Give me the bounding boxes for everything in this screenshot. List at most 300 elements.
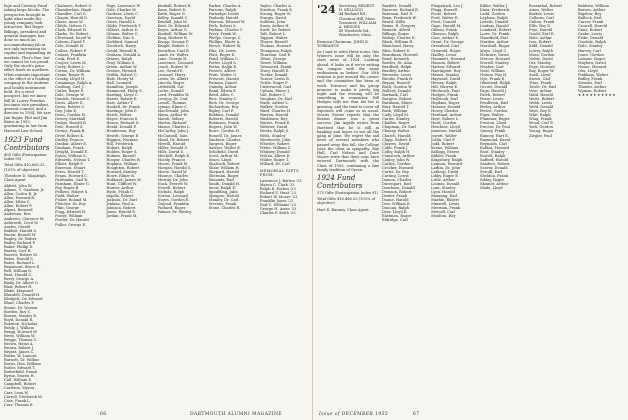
contributor-name: Dana, Robert bbox=[578, 28, 603, 33]
contributor-name: Drew, Robert K. bbox=[55, 133, 85, 138]
contributor-name: Harlow, Edward bbox=[431, 64, 461, 69]
contributor-name: Allen, Robert P. bbox=[4, 204, 33, 209]
contributor-name: Taft, Robert L. bbox=[259, 32, 287, 37]
contributor-name: Burns, Hon. William bbox=[4, 362, 41, 367]
contributor-name: Hubbard, James M. bbox=[106, 178, 142, 183]
contributor-name: Perry, Frank W. bbox=[208, 32, 237, 37]
contributor-name: Blanchard, Harry bbox=[382, 44, 414, 49]
contributor-name: Neal, William bbox=[480, 68, 505, 73]
contributor-name: Raymond, David bbox=[480, 137, 510, 142]
contributor-name: Bailey, Richard P. bbox=[4, 240, 36, 245]
contributor-name: Ridley, Frank bbox=[578, 76, 603, 81]
contributor-name: Crosby, Lloyd H. bbox=[55, 76, 86, 81]
contributor-name: Pease, Lewis bbox=[480, 97, 504, 102]
contributor-name: Corey, Robert L. bbox=[55, 64, 85, 69]
contributor-name: Burbank, Carl bbox=[382, 93, 408, 98]
contributor-name: Houghton, Robert bbox=[106, 165, 140, 170]
contributor-name: Hawes, Stanley bbox=[431, 72, 460, 77]
contributor-name: Mayo, Lloyd C. bbox=[480, 48, 508, 53]
contributor-name: Lunt, Stanley bbox=[431, 186, 456, 191]
contributor-name: Graves, Ralph bbox=[106, 56, 133, 61]
contributor-name: Sullivan, John bbox=[259, 20, 286, 25]
contributor-name: Higgins, Norman bbox=[106, 137, 138, 142]
contributor-name: Harding, Lloyd C. bbox=[106, 93, 139, 98]
contributor-name: Adams, C. Gardner, Jr. bbox=[4, 188, 45, 193]
contributor-name: Willard, Dr. Carl bbox=[259, 161, 290, 166]
contributor-name: Pike, Dr. Lewis bbox=[208, 48, 236, 53]
contributor-name: Boyd, Donald R. bbox=[4, 317, 34, 322]
contributor-name: Hamilton, Joseph bbox=[106, 84, 138, 89]
contributor-name: Kent, Dr. Edward bbox=[157, 24, 189, 29]
contributor-name: Gardner, Lewis C. bbox=[106, 12, 139, 17]
contributor-name: Dexter, Frank bbox=[382, 194, 408, 199]
contributor-name: Greenleaf, Carl bbox=[431, 44, 459, 49]
reunion-chairman: Reunion Chairman, JOHN K. TORRANCE bbox=[317, 39, 370, 48]
contributor-name: Gray, William S. bbox=[106, 60, 136, 65]
contributor-name: Waters, Frank E. bbox=[259, 121, 291, 126]
fund-1923-totals: Total Gifts $10,680.32 (101% of objective) bbox=[4, 163, 45, 172]
contributor-name: Mead, Dr. Robert bbox=[157, 137, 189, 142]
contributor-name: Pearson, Edward W. bbox=[208, 20, 246, 25]
contributor-name: Davenport, Earl bbox=[382, 182, 412, 187]
contributor-name: Greene, Howard bbox=[106, 68, 137, 73]
right-col-4 bbox=[480, 4, 526, 406]
contributor-name: Billings, Roger bbox=[382, 32, 410, 37]
contributor-name: Dale, George W. bbox=[55, 93, 85, 98]
contributor-name: Tuttle, Roger P. bbox=[259, 80, 289, 85]
contributor-name: Estes, Harold T. bbox=[55, 169, 85, 174]
contributor-name: Safford, Harold bbox=[480, 157, 509, 162]
contributor-name: Gibson, Frank bbox=[431, 28, 457, 33]
contributor-name: Eaton, William S. bbox=[55, 153, 87, 158]
contributor-name: Drake, Lewis bbox=[578, 32, 602, 37]
contributor-name: Hopkins, William bbox=[106, 161, 138, 166]
contributor-name: Hitchcock, Paul bbox=[431, 88, 460, 93]
contributor-name: Fiske, Donald bbox=[578, 36, 604, 41]
contributor-name: Rowell, Ralph bbox=[480, 153, 506, 158]
contributor-name: Upham, Elmer J. bbox=[259, 88, 290, 93]
contributor-name: Burr, Harold T. bbox=[382, 105, 410, 110]
contributor-name: Goodrich, Harry bbox=[106, 44, 137, 49]
contributor-name: Webster, David bbox=[259, 125, 288, 130]
contributor-name: Beaumont, Bruce E. bbox=[4, 265, 41, 270]
contributor-name: Stowe, Carl bbox=[529, 76, 551, 81]
contributor-name: Sprague, Harold bbox=[208, 194, 239, 199]
contributor-name: Harris, Robert E. bbox=[106, 97, 138, 102]
contributor-name: Holmes, Russell bbox=[106, 153, 136, 158]
contributor-name: Hunter, Arthur bbox=[106, 186, 134, 191]
contributor-name: Olmstead, Ralph bbox=[480, 80, 511, 85]
contributor-name: Brown, Heins A. bbox=[4, 341, 34, 346]
contributor-name: Nason, Howard bbox=[578, 64, 607, 69]
contributor-name: Quimby, Arthur bbox=[208, 84, 237, 89]
contributor-name: Collins, Robert P. bbox=[55, 48, 87, 53]
secretary: Secretary, ERNEST H. KELLOGG bbox=[338, 4, 375, 13]
contributor-name: Ames, Walter bbox=[529, 8, 554, 13]
contributor-name: Farnham, Elmer G. bbox=[55, 182, 90, 187]
contributor-name: Lowe, Dr. Frank bbox=[480, 32, 510, 37]
contributor-name: Call, William E. bbox=[4, 378, 33, 383]
contributor-name: Phelps, George C. bbox=[208, 36, 242, 41]
contributor-name: Knight, Robert C. bbox=[157, 44, 190, 49]
contributor-name: Snow, Ralph E. bbox=[208, 186, 237, 191]
contributor-name: Moss, Gordon bbox=[529, 52, 555, 57]
contributor-name: Hart, Arthur T. bbox=[106, 101, 134, 106]
contributor-name: York, Gordon bbox=[529, 125, 553, 130]
contributor-name: Keyes, Arthur G. bbox=[157, 28, 188, 33]
contributor-name: Andersen, Eric bbox=[4, 212, 32, 217]
contributor-name: Littlefield, Cal bbox=[157, 84, 184, 89]
contributor-name: Mitchell, Ralph E. bbox=[157, 153, 191, 158]
contributor-name: Bateman, Earl D. bbox=[382, 12, 414, 17]
contributor-name: Butterfield, Frank bbox=[4, 370, 37, 375]
contributor-name: McConnell, Sam bbox=[157, 133, 188, 138]
contributor-name: Cutting, Lewis bbox=[382, 173, 409, 178]
contributor-name: Putnam, Daniel bbox=[208, 80, 237, 85]
contributor-name: Boardman, Howard bbox=[382, 52, 418, 57]
contributor-name: Bates, Harold S. bbox=[4, 256, 34, 261]
contributor-name: Blaisdell, Donald H. bbox=[4, 293, 41, 298]
contributor-name: Hooper, Charles B. bbox=[106, 157, 141, 162]
contributor-name: Howard, Stanley bbox=[106, 169, 137, 174]
contributor-name: Noyes, Gordon E. bbox=[157, 198, 190, 203]
contributor-name: Wade, Arthur L. bbox=[259, 101, 289, 106]
contributor-name: Hovey, Charles bbox=[431, 109, 459, 114]
contributor-name: Stratton, Frank E. bbox=[259, 8, 294, 13]
contributor-name: Chapman, Dr. Earl bbox=[382, 125, 416, 130]
contributor-name: Kendall, John M. bbox=[157, 20, 188, 25]
contributor-name: Proctor, Dr. Paul bbox=[480, 125, 510, 130]
contributor-name: Chalmers, Robert O. bbox=[55, 4, 93, 8]
contributor-name: Edwards, Nelson T. bbox=[55, 157, 91, 162]
page-number: 66 bbox=[100, 412, 107, 417]
contributor-name: Stone, Charles R. bbox=[208, 206, 241, 211]
contributor-name: Taylor, Charles A. bbox=[259, 4, 292, 8]
contributor-name: Kidd, Donald bbox=[529, 44, 553, 49]
contributor-name: Dewey, Marshall bbox=[55, 117, 86, 122]
contributor-name: Vaughan, Dr. Earl bbox=[259, 97, 293, 102]
contributor-name: Colburn, Carl bbox=[529, 16, 554, 21]
contributor-name: Ziegler, Paul bbox=[529, 133, 552, 138]
contributor-name: Chapin, Harold D. bbox=[55, 16, 89, 21]
contributor-name: Andrews, Clarence M. bbox=[4, 216, 45, 221]
contributor-name: Cleveland, David W. bbox=[55, 36, 92, 41]
contributor-name: Noble, David bbox=[529, 56, 553, 61]
contributor-name: Potter, Ralph E. bbox=[208, 64, 238, 69]
contributor-name: Perkins, Charles T. bbox=[208, 28, 243, 33]
contributor-name: Shaw, William H. bbox=[208, 165, 240, 170]
contributor-name: Sewall, Earl bbox=[480, 169, 503, 174]
contributor-name: Ford, Walter E. bbox=[431, 16, 459, 21]
contributor-name: Howe, Elmer R. bbox=[106, 173, 136, 178]
contributor-name: Morse, David W. bbox=[157, 169, 188, 174]
contributor-name: Burgess, Robert bbox=[382, 97, 412, 102]
contributor-name: Lowry, Ralph bbox=[529, 48, 553, 53]
contributor-name: McCarthy, John J. bbox=[157, 129, 190, 134]
contributor-name: Marble, Robert bbox=[431, 198, 459, 203]
contributor-name: Goddard, Samuel bbox=[106, 40, 139, 45]
contributor-name: Cady, Lloyd M. bbox=[382, 113, 410, 118]
name-list bbox=[4, 184, 52, 406]
contributor-name: Hale, Arthur bbox=[529, 36, 552, 41]
contributor-name: Dunbar, Albert E. bbox=[55, 141, 87, 146]
contributor-name: Hyde, Frank C. bbox=[106, 190, 134, 195]
contributor-name: Tower, William bbox=[259, 60, 287, 65]
contributor-name: Simonds, Earl bbox=[208, 178, 235, 183]
contributor-name: Kellogg, Ernest bbox=[431, 149, 460, 154]
contributor-name: Page, Lawrence W. bbox=[106, 4, 141, 8]
contributor-name: George H. Ames '23 bbox=[259, 207, 297, 212]
contributor-name: Schofield, David bbox=[208, 149, 239, 154]
contributor-name: Dunham, Frank bbox=[55, 145, 84, 150]
contributor-name: Corliss, Gordon bbox=[382, 161, 411, 166]
contributor-name: Nichols, Ralph bbox=[157, 190, 185, 195]
contributor-name: Munroe, Charles bbox=[157, 173, 189, 178]
contributor-name: Austin, Gerald bbox=[4, 224, 31, 229]
contributor-name: Sears, Lloyd bbox=[208, 157, 232, 162]
fund-1924-totals: Total Gifts $16,486.53 (105% of objective) bbox=[317, 197, 375, 206]
contributor-name: Shepard, Harold bbox=[208, 169, 239, 174]
contributor-name: Baldwin, William bbox=[578, 4, 609, 8]
contributor-name: Frost, Donald bbox=[431, 20, 456, 25]
contributor-name: Brown, Robert J. bbox=[4, 346, 35, 350]
contributor-name: Keene, William bbox=[431, 145, 459, 150]
contributor-name: Richard S. Hunt '23 bbox=[259, 191, 296, 196]
contributor-name: Mann, Arthur W. bbox=[157, 113, 188, 118]
contributor-name: Bacon, Russell W. bbox=[4, 232, 37, 237]
contributor-name: Seaver, Donald bbox=[480, 165, 508, 170]
contributor-name: Pope, Howard bbox=[529, 64, 555, 69]
contributor-name: Foster, William bbox=[55, 214, 83, 219]
contributor-name: Fairbanks, Carl R. bbox=[55, 178, 89, 183]
contributor-name: Kane, Robert D. bbox=[157, 8, 187, 13]
contributor-name: Beard, Willis bbox=[382, 20, 406, 25]
contributor-name: West, Roy E. bbox=[529, 109, 552, 114]
contributor-name: Buck, Gordon W. bbox=[382, 84, 413, 89]
contributor-name: Lawrence J. Barton '23 bbox=[259, 178, 302, 183]
contributor-name: Prescott, Harold bbox=[208, 76, 239, 81]
contributor-name: Heald, Donald P. bbox=[106, 125, 137, 130]
contributor-name: Fletcher, Dr. Roy bbox=[55, 202, 86, 207]
contributor-name: Jones, Harold E. bbox=[106, 210, 137, 215]
contributor-name: Vail, Robert C. bbox=[259, 93, 287, 98]
contributor-name: Pond, William C. bbox=[208, 56, 239, 61]
contributor-name: Nash, Everett W. bbox=[157, 182, 189, 187]
contributor-name: Baker, Phillip D. bbox=[4, 244, 34, 249]
contributor-name: Bryant, James C. bbox=[4, 350, 35, 355]
contributor-name: Curtis, Dr. Roy bbox=[382, 169, 409, 174]
contributor-name: Childs, Nelson G. bbox=[55, 24, 87, 29]
class-year: '24 bbox=[317, 4, 336, 16]
contributor-name: Barrett, Robert M. bbox=[4, 252, 38, 257]
contributor-name: Lawrence, Leonard bbox=[157, 60, 193, 65]
contributor-name: Hewitt, George E. bbox=[106, 133, 140, 138]
contributor-name: Cook, Fred E. bbox=[55, 56, 81, 61]
contributor-name: Smith, Donald H. bbox=[208, 182, 241, 187]
contributor-name: Lamson, Howard bbox=[431, 161, 463, 166]
contributor-name: Powers, Albert bbox=[208, 68, 236, 73]
contributor-name: Earl C. Williams '23 bbox=[259, 203, 296, 208]
contributor-name: Babbitt, Harold S. bbox=[4, 228, 37, 233]
contributor-name: Dyer, Lloyd E. bbox=[382, 210, 408, 215]
contributor-name: Marsh, Sidney bbox=[157, 117, 184, 122]
contributor-name: Platt, Roger E. bbox=[208, 52, 236, 57]
contributor-name: Lamont, Roger bbox=[578, 56, 606, 61]
contributor-name: Field, Walter bbox=[55, 194, 79, 199]
contributor-name: Quincy, Frank bbox=[480, 129, 506, 134]
left-col-4 bbox=[158, 4, 206, 406]
contributor-name: Peck, Robert S. bbox=[208, 24, 237, 29]
contributor-name: Leach, Robert W. bbox=[157, 64, 189, 69]
contributor-name: Otis, Lloyd bbox=[578, 68, 598, 73]
contributor-name: Doane, Harold bbox=[382, 198, 409, 203]
contributor-name: Thayer, Russell bbox=[259, 40, 288, 45]
contributor-name: Fellows, Robert S. bbox=[55, 190, 89, 195]
class-news: As I said to write these notes, this Winter's issue will be only the class news of 1924. Looking ahead, it looks as if we're setting the campus with the same enthusiasm as before. Our 35th reunion is just around the corner and the committee has been at work. Torrance and his group promise to make it pretty big night and the evening will be something to remember. Bill Hedges tells me that his list is growing, and the fund to cover all expenses will come in as usual. Morris Sterne reports that the Boston dinner was a great success. Jim Ingalls writes from Hartford that he is still in banking and hopes to see all the gang in June. We regret the sad news of several members who passed away this fall; the College joins the class in sympathy. Ray Hall, Carl Nelson and Dave Moore write that their sons have entered Dartmouth with the Class of 1959, continuing a fine family tradition of Green. bbox=[317, 50, 380, 172]
contributor-name: Bates, Richard L. bbox=[4, 261, 36, 266]
contributor-name: Wyman, Robert bbox=[578, 88, 607, 93]
contributor-name: Parker, Charles A. bbox=[208, 4, 242, 8]
contributor-name: Blake, Maynard bbox=[4, 289, 33, 294]
fund-1924-subtitle: 375 Gifts (Participation Index 91) bbox=[317, 190, 379, 195]
contributor-name: Chase, Anne W. bbox=[55, 20, 84, 25]
left-col-5 bbox=[209, 4, 257, 406]
name-list bbox=[382, 4, 428, 223]
contributor-name: Dodge, Harold R. bbox=[55, 121, 87, 126]
right-col-3 bbox=[431, 4, 477, 406]
contributor-name: Carroll, Frederick M. bbox=[4, 394, 43, 399]
contributor-name: Porter, Lloyd S. bbox=[208, 60, 237, 65]
contributor-name: Allen, Carlos B. Jr. bbox=[4, 192, 38, 197]
contributor-name: Myron C. Clark '23 bbox=[259, 183, 295, 188]
contributor-name: Reynolds, Carl bbox=[480, 141, 507, 146]
contributor-name: Crane, Roger W. bbox=[55, 72, 85, 77]
name-list bbox=[480, 4, 526, 190]
contributor-name: Evans, Howard C. bbox=[55, 173, 88, 178]
contributor-name: Jenkins, Paul A. bbox=[106, 202, 135, 207]
contributor-name: Miller, Donald G. bbox=[157, 145, 189, 150]
contributor-name: Cotton, Dr. William bbox=[55, 68, 91, 73]
contributor-name: Thomas, Howard bbox=[259, 44, 291, 49]
contributor-name: Walker, Gordon bbox=[259, 105, 288, 110]
contributor-name: Robbins, Donald bbox=[208, 113, 239, 118]
contributor-name: Hutchins, Lloyd bbox=[431, 125, 460, 130]
contributor-name: Brewster, Lewis bbox=[382, 72, 412, 77]
contributor-name: Gilbert, Arthur D. bbox=[106, 28, 139, 33]
contributor-name: Howland, Arthur bbox=[431, 113, 462, 118]
contributor-name: Barnes, Arthur bbox=[578, 8, 606, 13]
contributor-name: Metcalf, Carl bbox=[431, 210, 455, 215]
contributor-name: Blodgett, Dr. Edward bbox=[4, 297, 43, 302]
contributor-name: Mosher, Carl bbox=[480, 64, 504, 69]
contributor-name: Bryant, Russell bbox=[382, 80, 410, 85]
contributor-name: Swan, Arthur H. bbox=[259, 24, 290, 29]
contributor-name: Coburn, David T. bbox=[55, 40, 86, 45]
contributor-name: Richardson, Roy bbox=[208, 105, 239, 110]
contributor-name: Cole, Donald W. bbox=[55, 44, 84, 49]
contributor-name: Bennett, Alfred bbox=[382, 28, 410, 33]
contributor-name: Dole, Russell S. bbox=[55, 125, 84, 130]
contributor-name: Sanborn, Charles bbox=[208, 137, 241, 142]
contributor-name: Keith, Roger N. bbox=[157, 12, 186, 17]
contributor-name: Mercer, Howard bbox=[480, 56, 510, 61]
contributor-name: White, William C. bbox=[259, 145, 292, 150]
contributor-name: Holbrook, Earl bbox=[431, 97, 458, 102]
contributor-name: Rowe, Gordon H. bbox=[208, 129, 240, 134]
contributor-name: Carter, Stanley bbox=[382, 117, 410, 122]
contributor-name: Briggs, Thomas C. bbox=[4, 337, 38, 342]
contributor-name: Brooks, Frank H. bbox=[382, 76, 414, 81]
contributor-name: Little, Arthur bbox=[431, 178, 456, 183]
contributor-name: Boynton, Nicholas bbox=[4, 321, 38, 326]
contributor-name: Gilman, Walter C. bbox=[106, 32, 139, 37]
contributor-name: Wald, Harold bbox=[529, 93, 553, 98]
contributor-name: Reed, Allen C. bbox=[208, 93, 235, 98]
contributor-name: Cobb, Frank J. bbox=[382, 145, 409, 150]
contributor-name: Harrington, Roy bbox=[431, 68, 461, 73]
contributor-name: Case, Frank L. bbox=[4, 398, 31, 403]
contributor-name: Fuller, George E. bbox=[55, 222, 87, 227]
left-col-6 bbox=[260, 4, 308, 406]
contributor-name: Henderson, Roy bbox=[106, 129, 136, 134]
contributor-name: Bradford, Ralph bbox=[382, 64, 412, 69]
contributor-name: Russell, Dr. James bbox=[208, 133, 242, 138]
contributor-name: Bishop, Charles E. bbox=[382, 36, 416, 41]
contributor-name: Wing, Frank bbox=[529, 117, 552, 122]
contributor-name: Carleton, Myron bbox=[4, 386, 34, 391]
contributor-name: Ray, Roger W. bbox=[529, 68, 555, 73]
contributor-name: Davis, Albert E. bbox=[55, 101, 84, 106]
contributor-name: Lincoln, Roger bbox=[157, 80, 185, 85]
contributor-name: Butler, Edward T. bbox=[4, 366, 36, 371]
contributor-name: Plummer, Roger bbox=[480, 117, 510, 122]
contributor-name: Boone, Dr. Weston bbox=[4, 305, 38, 310]
contributor-name: Moody, Francis bbox=[157, 157, 186, 162]
contributor-name: Carr, Leon W. bbox=[4, 390, 29, 395]
contributor-name: Moulton, Roy bbox=[431, 214, 456, 219]
contributor-name: Peabody, Harold bbox=[208, 16, 239, 21]
contributor-name: Leavitt, Donald bbox=[480, 20, 509, 25]
contributor-name: Campbell, Robert bbox=[4, 382, 37, 387]
contributor-name: Merrill, Harold bbox=[157, 141, 186, 146]
contributor-name: Cummings, Ralph A. bbox=[55, 80, 93, 85]
contributor-name: Mansfield, Earl bbox=[480, 36, 508, 41]
contributor-name: Kibbe, Walter J. bbox=[480, 4, 509, 8]
contributor-name: Gale, Charles W. bbox=[106, 8, 137, 13]
contributor-name: Sibley, Roger bbox=[480, 178, 505, 183]
contributor-name: Ranney, Hart E. bbox=[480, 133, 509, 138]
contributor-name: Hersey, Ralph bbox=[431, 80, 457, 85]
contributor-name: Davis, Robert G. bbox=[55, 105, 85, 110]
left-page bbox=[0, 0, 313, 420]
contributor-name: Blair, Robert H. bbox=[4, 285, 33, 290]
contributor-name: Norton, Leonard bbox=[157, 194, 188, 199]
contributor-name: Hall, Leonard bbox=[106, 80, 132, 85]
contributor-name: Damon, Charles bbox=[382, 178, 412, 183]
contributor-name: Cheney, Walter bbox=[382, 129, 410, 134]
contributor-name: Leonard, Harry bbox=[157, 72, 186, 77]
contributor-name: Byrne, Morris H. bbox=[4, 374, 35, 379]
contributor-name: Marshall, Roger bbox=[480, 44, 510, 49]
contributor-name: Johnson, Robert bbox=[106, 206, 136, 211]
right-col-1 bbox=[317, 4, 379, 406]
contributor-name: Brady, J. William bbox=[4, 325, 34, 330]
left-col-1 bbox=[4, 4, 52, 406]
contributor-name: Whitney, Donald bbox=[259, 149, 290, 154]
contributor-name: Burke, W. Lamont bbox=[4, 354, 37, 359]
left-col-2 bbox=[55, 4, 103, 406]
contributor-name: Lathrop, David bbox=[431, 169, 459, 174]
